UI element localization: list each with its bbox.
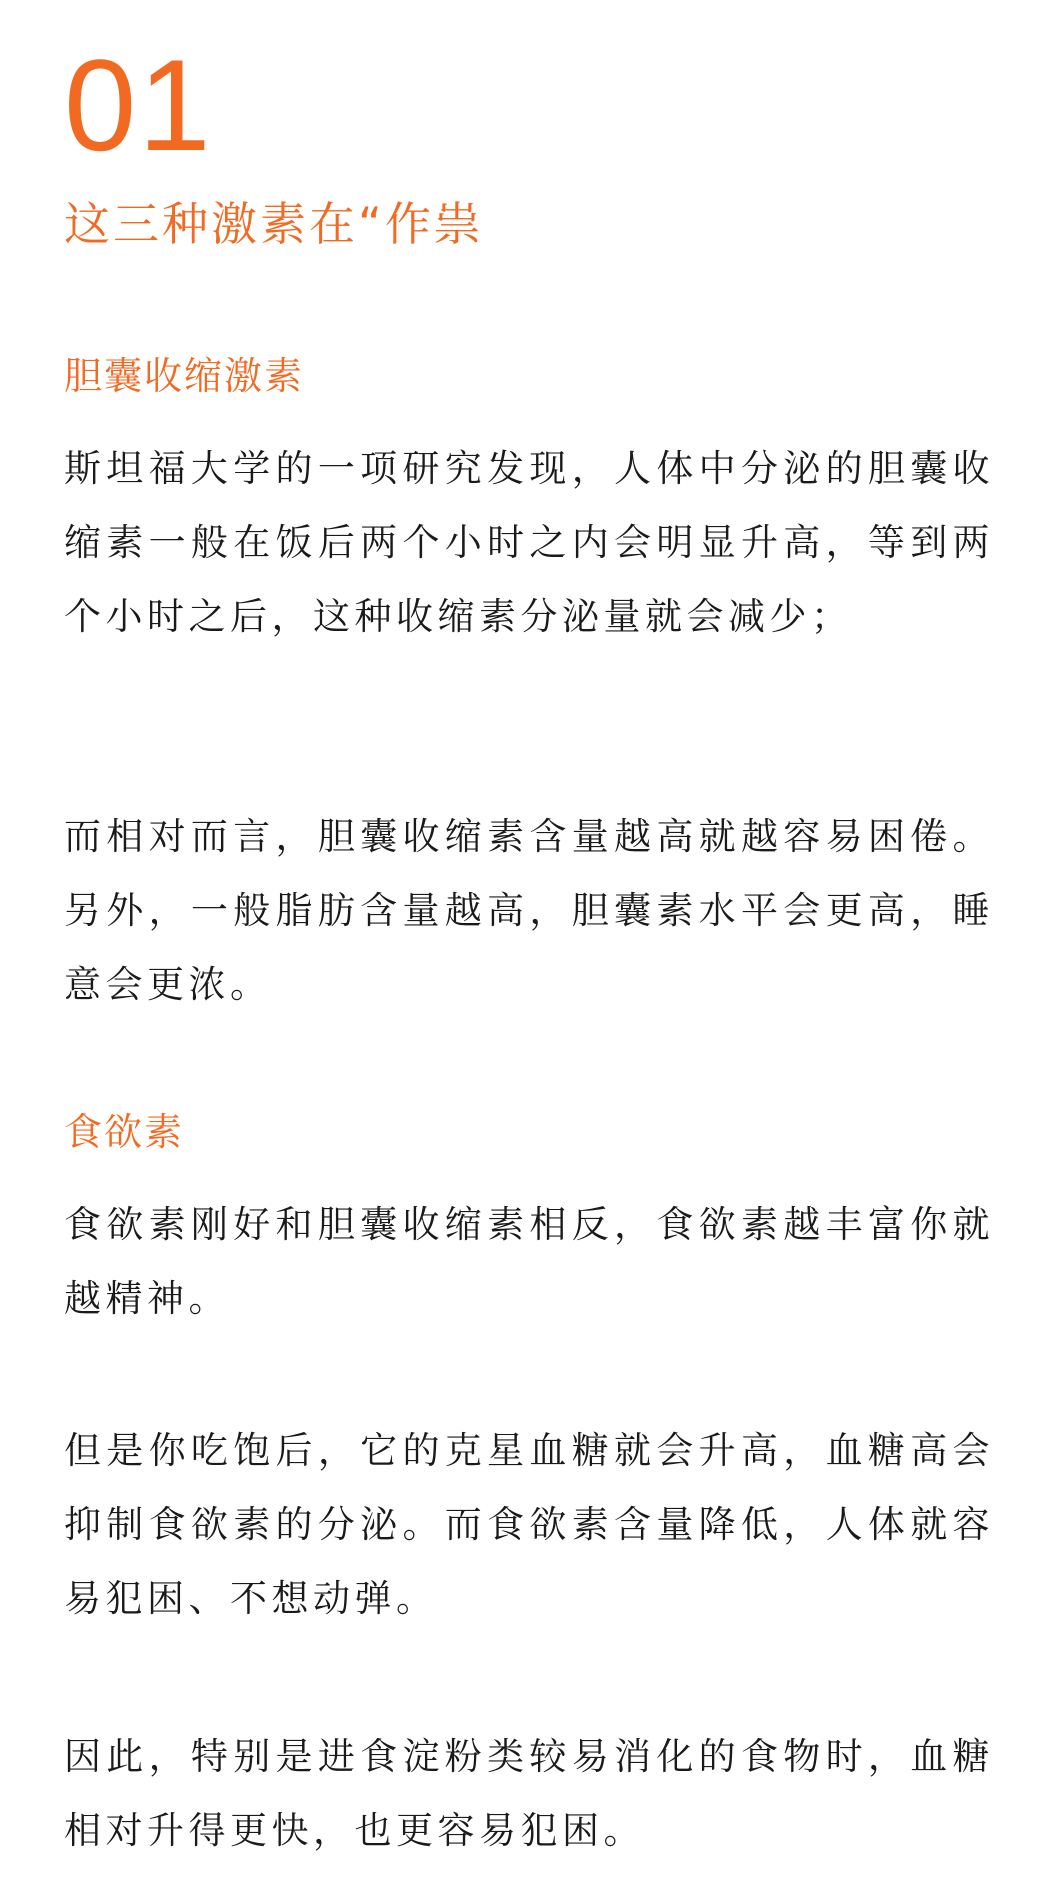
paragraph: 但是你吃饱后，它的克星血糖就会升高，血糖高会抑制食欲素的分泌。而食欲素含量降低，人体就容易犯困、不想动弹。 bbox=[64, 1429, 994, 1620]
section-title: 这三种激素在“作祟 bbox=[64, 197, 483, 251]
paragraph: 而相对而言，胆囊收缩素含量越高就越容易困倦。另外，一般脂肪含量越高，胆囊素水平会更高，睡意会更浓。 bbox=[64, 815, 994, 1006]
paragraph: 食欲素刚好和胆囊收缩素相反，食欲素越丰富你就越精神。 bbox=[64, 1203, 994, 1320]
paragraph: 因此，特别是进食淀粉类较易消化的食物时，血糖相对升得更快，也更容易犯困。 bbox=[64, 1735, 994, 1852]
subheading-cholecystokinin: 胆囊收缩激素 bbox=[64, 354, 305, 398]
subheading-orexin: 食欲素 bbox=[64, 1110, 185, 1154]
section-number: 01 bbox=[64, 32, 213, 178]
paragraph: 斯坦福大学的一项研究发现，人体中分泌的胆囊收缩素一般在饭后两个小时之内会明显升高，等到两个小时之后，这种收缩素分泌量就会减少； bbox=[64, 447, 994, 638]
